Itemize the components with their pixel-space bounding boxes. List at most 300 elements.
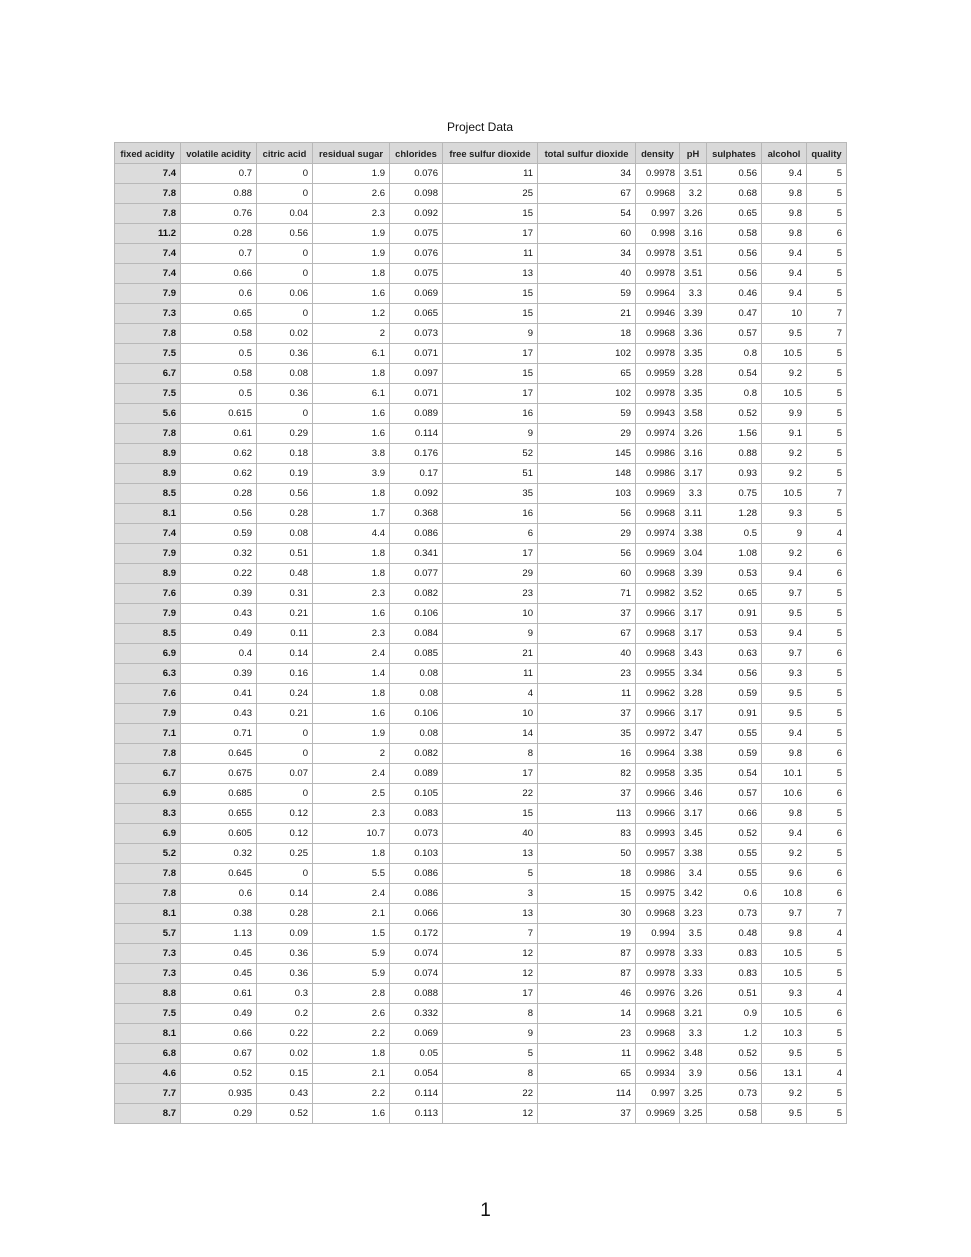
table-cell: 29 <box>538 424 636 444</box>
table-cell: 67 <box>538 624 636 644</box>
table-cell: 5 <box>807 964 847 984</box>
table-cell: 5 <box>807 624 847 644</box>
column-header: pH <box>680 143 707 164</box>
table-cell: 3.3 <box>680 1024 707 1044</box>
table-cell: 0.065 <box>390 304 443 324</box>
table-cell: 0.68 <box>707 184 762 204</box>
table-cell: 87 <box>538 944 636 964</box>
table-cell: 29 <box>443 564 538 584</box>
data-table <box>114 142 847 1124</box>
table-cell: 0.66 <box>181 1024 257 1044</box>
table-cell: 21 <box>443 644 538 664</box>
table-cell: 0.43 <box>181 604 257 624</box>
table-cell: 0.7 <box>181 164 257 184</box>
table-cell: 0.066 <box>390 904 443 924</box>
table-cell: 0.9978 <box>636 964 680 984</box>
table-cell: 60 <box>538 564 636 584</box>
table-cell: 6 <box>807 1004 847 1024</box>
table-cell: 17 <box>443 344 538 364</box>
table-cell: 50 <box>538 844 636 864</box>
table-cell: 0.56 <box>707 264 762 284</box>
table-cell: 9 <box>443 324 538 344</box>
table-cell: 1.2 <box>313 304 390 324</box>
table-cell: 11 <box>538 1044 636 1064</box>
table-cell: 2.4 <box>313 884 390 904</box>
table-cell: 0.06 <box>257 284 313 304</box>
table-cell: 0.9968 <box>636 184 680 204</box>
table-cell: 9.4 <box>762 244 807 264</box>
table-cell: 3.38 <box>680 844 707 864</box>
table-cell: 0.08 <box>257 364 313 384</box>
table-cell: 0.9964 <box>636 744 680 764</box>
table-cell: 0.074 <box>390 944 443 964</box>
table-cell: 11 <box>443 664 538 684</box>
row-header-cell: 8.9 <box>115 464 181 484</box>
table-cell: 0.83 <box>707 944 762 964</box>
table-cell: 0.071 <box>390 384 443 404</box>
table-cell: 0.675 <box>181 764 257 784</box>
table-row <box>115 404 847 424</box>
table-cell: 3.51 <box>680 264 707 284</box>
column-header: density <box>636 143 680 164</box>
table-cell: 23 <box>538 1024 636 1044</box>
table-cell: 9.2 <box>762 844 807 864</box>
table-cell: 1.2 <box>707 1024 762 1044</box>
table-cell: 22 <box>443 1084 538 1104</box>
table-cell: 0.59 <box>181 524 257 544</box>
table-cell: 3.34 <box>680 664 707 684</box>
table-cell: 9.5 <box>762 604 807 624</box>
table-cell: 3.28 <box>680 364 707 384</box>
table-cell: 4 <box>807 1064 847 1084</box>
table-cell: 1.4 <box>313 664 390 684</box>
table-cell: 5 <box>807 464 847 484</box>
table-cell: 16 <box>538 744 636 764</box>
table-cell: 5.5 <box>313 864 390 884</box>
table-cell: 9.4 <box>762 564 807 584</box>
table-cell: 9.1 <box>762 424 807 444</box>
table-row <box>115 964 847 984</box>
row-header-cell: 8.3 <box>115 804 181 824</box>
table-cell: 0.069 <box>390 1024 443 1044</box>
table-cell: 0.05 <box>390 1044 443 1064</box>
table-cell: 37 <box>538 1104 636 1124</box>
table-cell: 3.26 <box>680 424 707 444</box>
table-cell: 0.997 <box>636 204 680 224</box>
table-cell: 9.7 <box>762 904 807 924</box>
table-cell: 0.61 <box>181 424 257 444</box>
table-cell: 0.3 <box>257 984 313 1004</box>
table-cell: 0.9943 <box>636 404 680 424</box>
table-cell: 65 <box>538 1064 636 1084</box>
table-cell: 2.8 <box>313 984 390 1004</box>
table-cell: 2 <box>313 744 390 764</box>
table-cell: 0.46 <box>707 284 762 304</box>
table-cell: 0.9968 <box>636 1024 680 1044</box>
table-cell: 16 <box>443 404 538 424</box>
table-row <box>115 184 847 204</box>
table-cell: 3.25 <box>680 1104 707 1124</box>
table-cell: 22 <box>443 784 538 804</box>
table-row <box>115 524 847 544</box>
table-cell: 1.6 <box>313 704 390 724</box>
table-cell: 0.49 <box>181 1004 257 1024</box>
table-cell: 0.089 <box>390 764 443 784</box>
table-cell: 0.9968 <box>636 1004 680 1024</box>
table-row <box>115 664 847 684</box>
table-cell: 59 <box>538 404 636 424</box>
table-cell: 0.56 <box>707 164 762 184</box>
table-row <box>115 204 847 224</box>
table-row <box>115 924 847 944</box>
table-cell: 5 <box>807 364 847 384</box>
table-cell: 10.3 <box>762 1024 807 1044</box>
table-cell: 2.3 <box>313 584 390 604</box>
table-cell: 3.46 <box>680 784 707 804</box>
table-cell: 0.9982 <box>636 584 680 604</box>
table-cell: 9.2 <box>762 464 807 484</box>
table-cell: 0.9974 <box>636 424 680 444</box>
table-cell: 0.994 <box>636 924 680 944</box>
table-cell: 15 <box>443 304 538 324</box>
table-cell: 5 <box>807 384 847 404</box>
table-cell: 0.9962 <box>636 684 680 704</box>
row-header-cell: 6.7 <box>115 764 181 784</box>
table-cell: 1.8 <box>313 544 390 564</box>
row-header-cell: 8.1 <box>115 904 181 924</box>
table-cell: 14 <box>443 724 538 744</box>
table-cell: 5 <box>807 844 847 864</box>
table-cell: 18 <box>538 324 636 344</box>
row-header-cell: 7.5 <box>115 1004 181 1024</box>
table-cell: 0.73 <box>707 1084 762 1104</box>
table-cell: 0.7 <box>181 244 257 264</box>
table-cell: 0.08 <box>390 724 443 744</box>
table-cell: 2.1 <box>313 904 390 924</box>
table-row <box>115 1044 847 1064</box>
table-cell: 3.17 <box>680 464 707 484</box>
table-cell: 7 <box>807 904 847 924</box>
table-row <box>115 364 847 384</box>
table-row <box>115 864 847 884</box>
column-header: total sulfur dioxide <box>538 143 636 164</box>
row-header-cell: 7.1 <box>115 724 181 744</box>
table-cell: 3.4 <box>680 864 707 884</box>
table-cell: 0 <box>257 724 313 744</box>
table-row <box>115 244 847 264</box>
table-cell: 6.1 <box>313 384 390 404</box>
table-cell: 0.39 <box>181 664 257 684</box>
table-cell: 0.63 <box>707 644 762 664</box>
table-cell: 9 <box>443 424 538 444</box>
table-cell: 9.2 <box>762 1084 807 1104</box>
table-cell: 8 <box>443 744 538 764</box>
table-cell: 0.57 <box>707 324 762 344</box>
table-cell: 2.1 <box>313 1064 390 1084</box>
table-cell: 0.082 <box>390 584 443 604</box>
table-cell: 2.3 <box>313 804 390 824</box>
table-cell: 3.2 <box>680 184 707 204</box>
table-cell: 6 <box>807 544 847 564</box>
table-cell: 3.35 <box>680 384 707 404</box>
table-cell: 0.086 <box>390 884 443 904</box>
table-cell: 0.04 <box>257 204 313 224</box>
table-cell: 0.55 <box>707 724 762 744</box>
page-number: 1 <box>480 1200 491 1221</box>
table-cell: 0.65 <box>707 584 762 604</box>
table-cell: 3.17 <box>680 604 707 624</box>
table-cell: 46 <box>538 984 636 1004</box>
table-row <box>115 224 847 244</box>
table-cell: 10.6 <box>762 784 807 804</box>
table-cell: 0.93 <box>707 464 762 484</box>
table-cell: 5 <box>807 344 847 364</box>
table-cell: 1.28 <box>707 504 762 524</box>
table-row <box>115 684 847 704</box>
table-row <box>115 424 847 444</box>
table-cell: 0.106 <box>390 704 443 724</box>
table-cell: 145 <box>538 444 636 464</box>
table-cell: 114 <box>538 1084 636 1104</box>
table-cell: 9.4 <box>762 824 807 844</box>
table-cell: 10.5 <box>762 484 807 504</box>
table-cell: 0.32 <box>181 844 257 864</box>
table-cell: 0.08 <box>257 524 313 544</box>
table-cell: 9.5 <box>762 684 807 704</box>
column-header: quality <box>807 143 847 164</box>
table-cell: 5.9 <box>313 944 390 964</box>
table-cell: 13 <box>443 264 538 284</box>
table-cell: 0 <box>257 864 313 884</box>
table-cell: 0.9966 <box>636 784 680 804</box>
table-cell: 8 <box>443 1004 538 1024</box>
table-row <box>115 844 847 864</box>
row-header-cell: 6.8 <box>115 1044 181 1064</box>
table-row <box>115 784 847 804</box>
table-cell: 1.08 <box>707 544 762 564</box>
table-cell: 15 <box>538 884 636 904</box>
table-cell: 37 <box>538 704 636 724</box>
table-cell: 9.8 <box>762 184 807 204</box>
table-cell: 103 <box>538 484 636 504</box>
table-cell: 0.66 <box>181 264 257 284</box>
table-cell: 0.114 <box>390 1084 443 1104</box>
table-cell: 0.36 <box>257 344 313 364</box>
table-cell: 0.56 <box>707 244 762 264</box>
table-cell: 10.5 <box>762 944 807 964</box>
table-cell: 4 <box>807 924 847 944</box>
table-cell: 0.105 <box>390 784 443 804</box>
table-cell: 0.73 <box>707 904 762 924</box>
table-cell: 0.9 <box>707 1004 762 1024</box>
table-cell: 3.33 <box>680 944 707 964</box>
table-row <box>115 564 847 584</box>
table-cell: 3.17 <box>680 704 707 724</box>
table-cell: 0.645 <box>181 744 257 764</box>
table-cell: 7 <box>443 924 538 944</box>
table-cell: 0.71 <box>181 724 257 744</box>
table-cell: 0.073 <box>390 824 443 844</box>
row-header-cell: 6.9 <box>115 784 181 804</box>
header-row <box>115 143 847 164</box>
table-cell: 0.02 <box>257 324 313 344</box>
table-cell: 0.51 <box>707 984 762 1004</box>
table-row <box>115 904 847 924</box>
table-row <box>115 604 847 624</box>
table-cell: 9.8 <box>762 744 807 764</box>
table-cell: 0.9972 <box>636 724 680 744</box>
table-cell: 0.9969 <box>636 484 680 504</box>
table-cell: 0.58 <box>707 1104 762 1124</box>
table-cell: 0 <box>257 264 313 284</box>
row-header-cell: 7.8 <box>115 204 181 224</box>
table-cell: 0.22 <box>181 564 257 584</box>
table-cell: 0.092 <box>390 484 443 504</box>
table-cell: 13 <box>443 844 538 864</box>
table-cell: 0.9958 <box>636 764 680 784</box>
table-cell: 3.51 <box>680 244 707 264</box>
table-cell: 3.11 <box>680 504 707 524</box>
table-cell: 0.56 <box>181 504 257 524</box>
table-cell: 1.6 <box>313 604 390 624</box>
table-cell: 0.83 <box>707 964 762 984</box>
table-cell: 15 <box>443 364 538 384</box>
table-cell: 0.53 <box>707 624 762 644</box>
column-header: fixed acidity <box>115 143 181 164</box>
table-cell: 6 <box>443 524 538 544</box>
table-cell: 9.8 <box>762 204 807 224</box>
table-cell: 0.61 <box>181 984 257 1004</box>
table-cell: 0.5 <box>181 384 257 404</box>
table-cell: 15 <box>443 804 538 824</box>
table-cell: 0.9968 <box>636 324 680 344</box>
table-cell: 5 <box>807 1084 847 1104</box>
table-cell: 3.9 <box>313 464 390 484</box>
table-row <box>115 744 847 764</box>
table-cell: 0.91 <box>707 704 762 724</box>
table-cell: 0.9934 <box>636 1064 680 1084</box>
table-cell: 9.3 <box>762 504 807 524</box>
table-cell: 0.076 <box>390 244 443 264</box>
table-cell: 9.4 <box>762 624 807 644</box>
row-header-cell: 7.8 <box>115 744 181 764</box>
table-row <box>115 304 847 324</box>
table-cell: 5 <box>807 724 847 744</box>
table-cell: 9.6 <box>762 864 807 884</box>
table-cell: 12 <box>443 944 538 964</box>
table-cell: 3.25 <box>680 1084 707 1104</box>
row-header-cell: 7.8 <box>115 184 181 204</box>
table-row <box>115 164 847 184</box>
table-cell: 0.9993 <box>636 824 680 844</box>
table-cell: 0.8 <box>707 384 762 404</box>
table-cell: 0.54 <box>707 364 762 384</box>
table-cell: 18 <box>538 864 636 884</box>
row-header-cell: 5.2 <box>115 844 181 864</box>
table-cell: 0.54 <box>707 764 762 784</box>
table-cell: 0.28 <box>181 484 257 504</box>
column-header: alcohol <box>762 143 807 164</box>
table-cell: 10 <box>443 704 538 724</box>
table-cell: 1.9 <box>313 724 390 744</box>
table-cell: 3.16 <box>680 224 707 244</box>
table-cell: 34 <box>538 164 636 184</box>
table-cell: 0.14 <box>257 644 313 664</box>
table-cell: 0.9964 <box>636 284 680 304</box>
table-cell: 2.3 <box>313 624 390 644</box>
table-cell: 0.998 <box>636 224 680 244</box>
table-cell: 0.15 <box>257 1064 313 1084</box>
table-cell: 1.6 <box>313 284 390 304</box>
table-cell: 8 <box>443 1064 538 1084</box>
table-cell: 0.075 <box>390 264 443 284</box>
row-header-cell: 8.7 <box>115 1104 181 1124</box>
table-cell: 10.7 <box>313 824 390 844</box>
row-header-cell: 6.3 <box>115 664 181 684</box>
row-header-cell: 8.1 <box>115 1024 181 1044</box>
table-row <box>115 724 847 744</box>
table-cell: 3.48 <box>680 1044 707 1064</box>
table-cell: 0.935 <box>181 1084 257 1104</box>
table-row <box>115 1104 847 1124</box>
table-cell: 6 <box>807 224 847 244</box>
table-cell: 82 <box>538 764 636 784</box>
table-cell: 1.8 <box>313 484 390 504</box>
table-cell: 0.073 <box>390 324 443 344</box>
table-cell: 0.092 <box>390 204 443 224</box>
table-cell: 0.52 <box>707 824 762 844</box>
table-cell: 0.9986 <box>636 444 680 464</box>
table-cell: 5.9 <box>313 964 390 984</box>
table-cell: 0.084 <box>390 624 443 644</box>
table-cell: 0.9976 <box>636 984 680 1004</box>
table-cell: 0.49 <box>181 624 257 644</box>
table-cell: 1.8 <box>313 684 390 704</box>
row-header-cell: 7.9 <box>115 704 181 724</box>
table-cell: 0.071 <box>390 344 443 364</box>
table-cell: 0.089 <box>390 404 443 424</box>
table-cell: 9.9 <box>762 404 807 424</box>
table-cell: 56 <box>538 544 636 564</box>
table-cell: 67 <box>538 184 636 204</box>
table-cell: 1.8 <box>313 564 390 584</box>
table-cell: 0.2 <box>257 1004 313 1024</box>
table-cell: 2.5 <box>313 784 390 804</box>
table-cell: 9.2 <box>762 364 807 384</box>
row-header-cell: 7.9 <box>115 284 181 304</box>
table-cell: 10.5 <box>762 384 807 404</box>
row-header-cell: 7.6 <box>115 584 181 604</box>
table-cell: 0.075 <box>390 224 443 244</box>
table-cell: 10.1 <box>762 764 807 784</box>
table-cell: 1.7 <box>313 504 390 524</box>
table-cell: 0.054 <box>390 1064 443 1084</box>
table-cell: 0.9978 <box>636 344 680 364</box>
table-cell: 0.645 <box>181 864 257 884</box>
table-cell: 71 <box>538 584 636 604</box>
table-cell: 0.12 <box>257 804 313 824</box>
row-header-cell: 7.4 <box>115 164 181 184</box>
table-cell: 9.4 <box>762 264 807 284</box>
table-cell: 0.29 <box>257 424 313 444</box>
table-cell: 0.53 <box>707 564 762 584</box>
row-header-cell: 8.8 <box>115 984 181 1004</box>
table-cell: 0.45 <box>181 944 257 964</box>
table-cell: 2 <box>313 324 390 344</box>
table-cell: 0.29 <box>181 1104 257 1124</box>
table-cell: 0.09 <box>257 924 313 944</box>
table-cell: 5 <box>443 1044 538 1064</box>
